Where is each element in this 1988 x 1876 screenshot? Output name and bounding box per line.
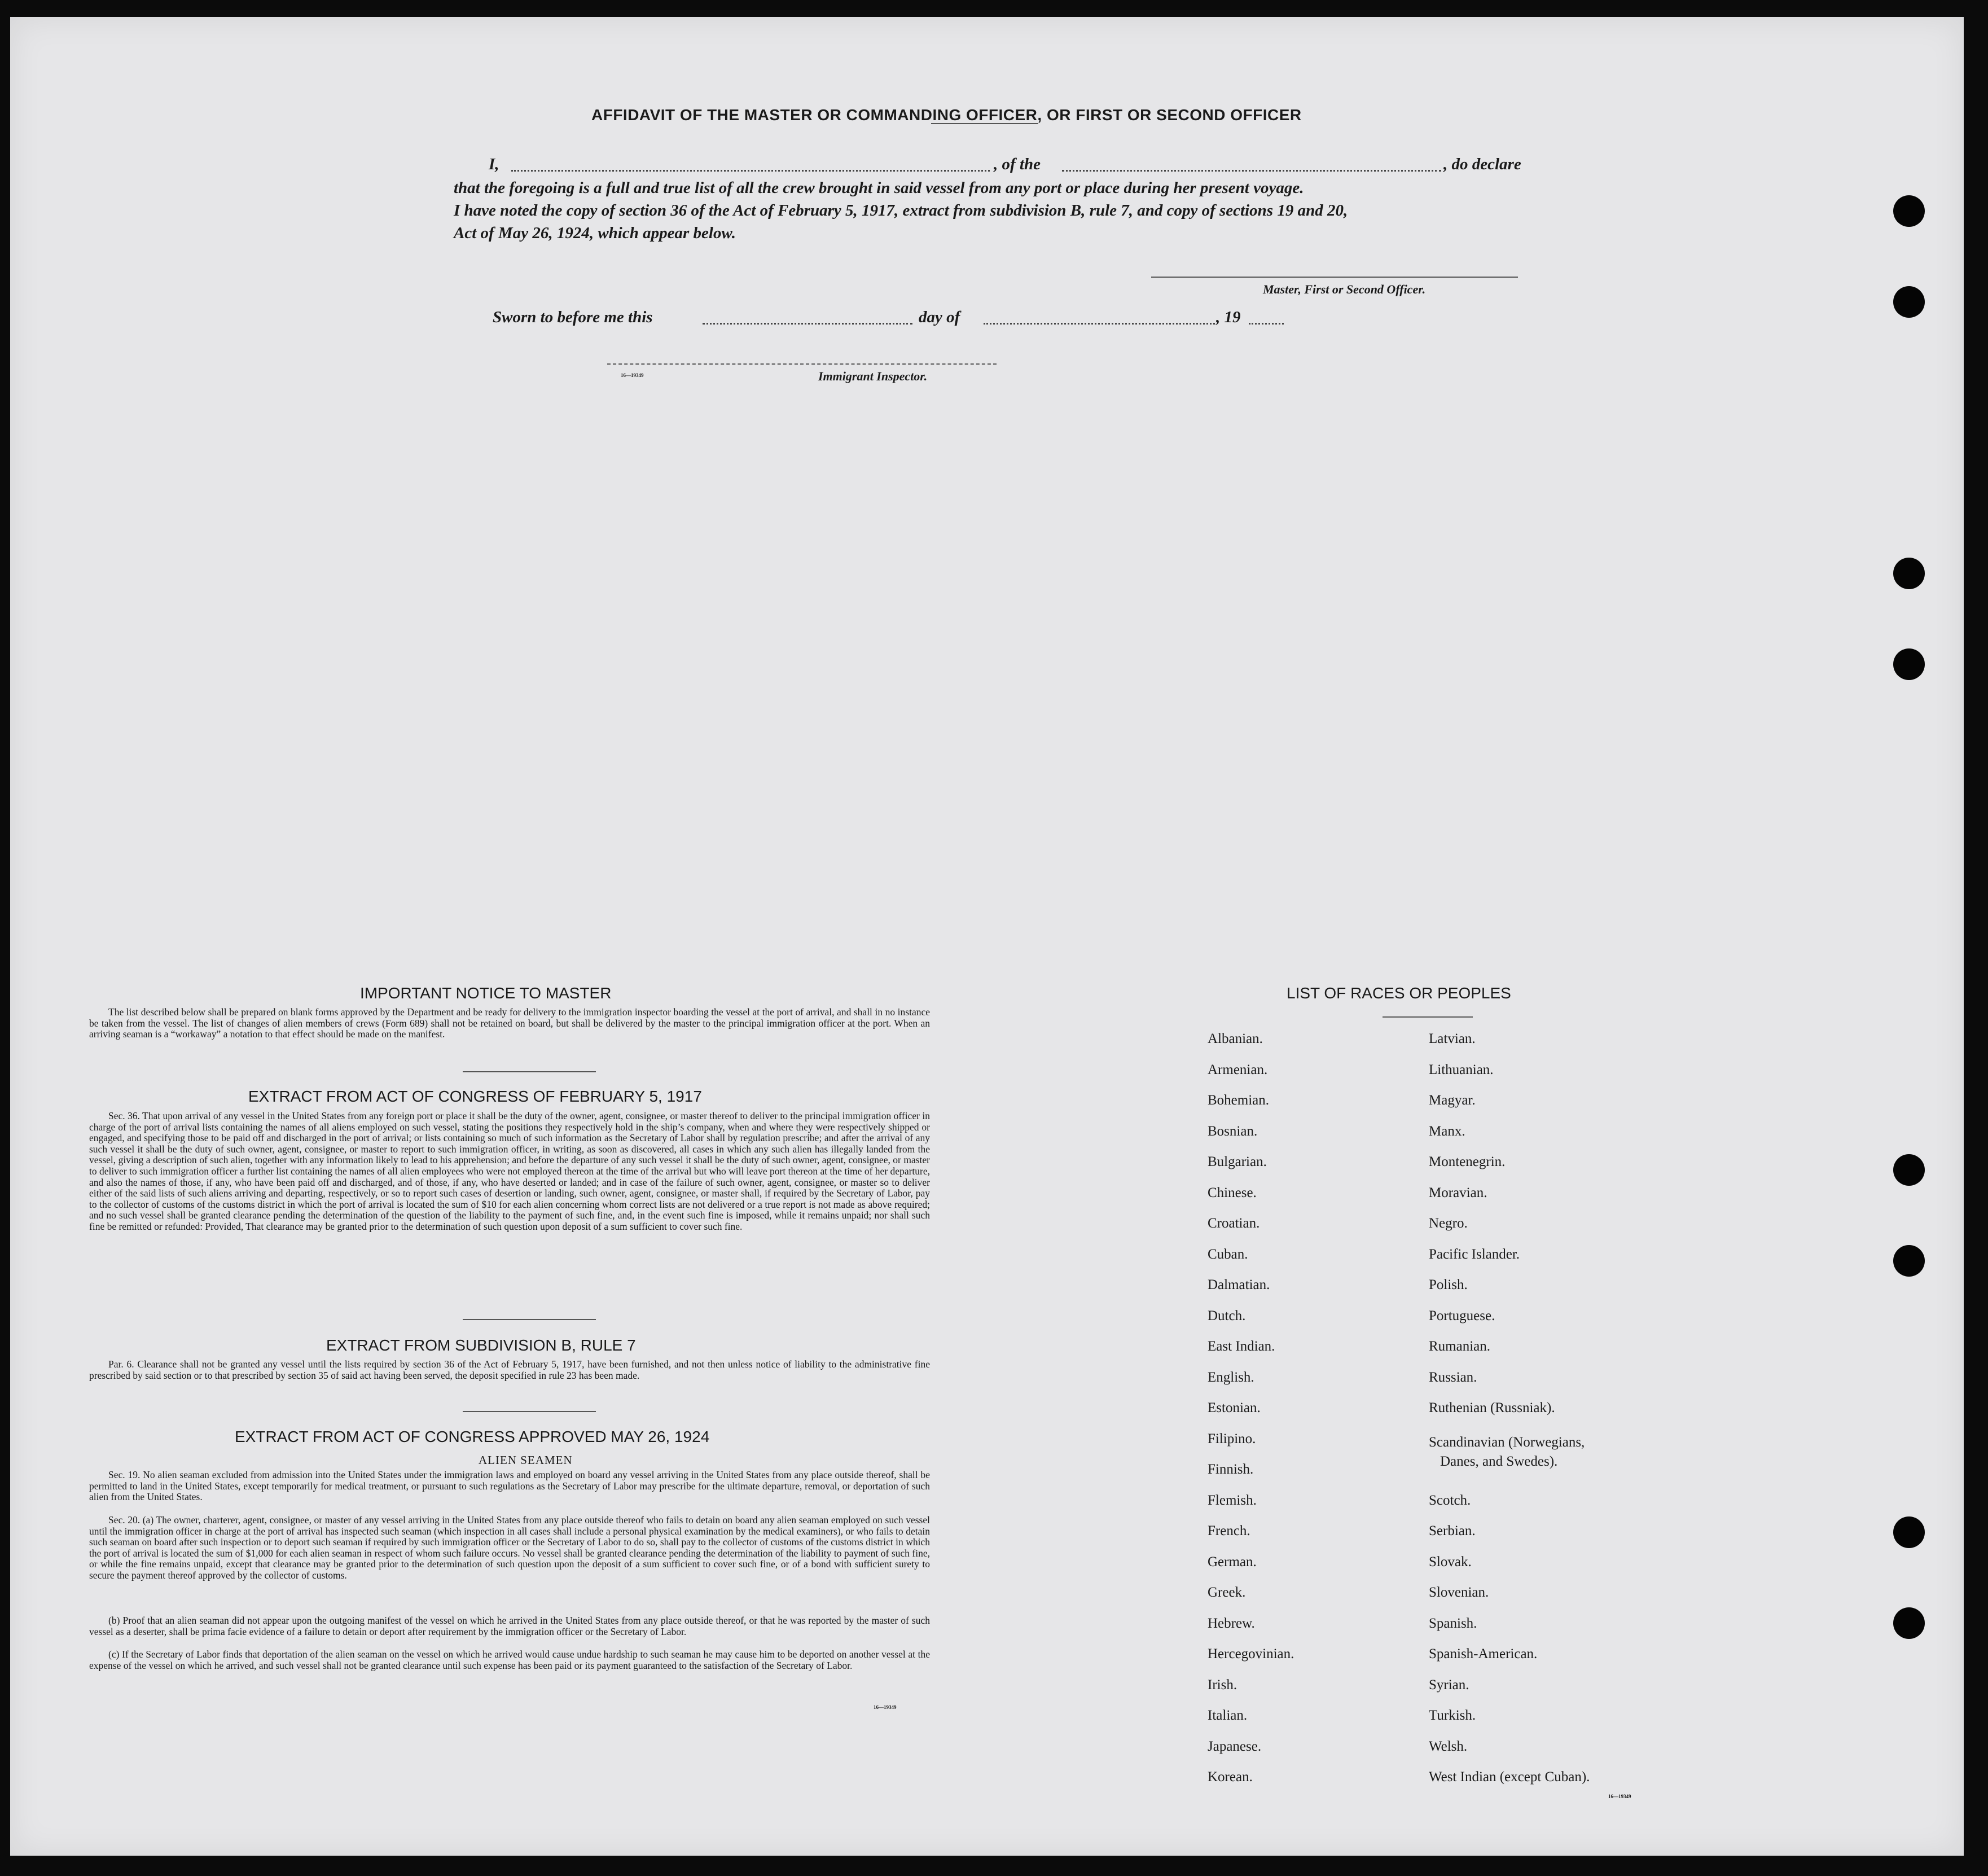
punch-hole [1893, 558, 1925, 589]
section-divider [1383, 1016, 1473, 1018]
punch-hole [1893, 1516, 1925, 1548]
race-item: Spanish-American. [1429, 1646, 1538, 1662]
sworn-line [493, 308, 1283, 327]
inspector-label: Immigrant Inspector. [818, 369, 928, 383]
race-item: Danes, and Swedes). [1440, 1454, 1558, 1469]
sec-20c-text: (c) If the Secretary of Labor finds that deportation of the alien seaman on the vessel on which he arrived would cause undue hardship to such seaman he may cause him to be deported on another vessel at the expense of the vessel on which he arrived, and such vessel shall not be granted clearance until such expense has been paid or its payment guaranteed to the satisfaction of the Secretary of Labor. [89, 1649, 930, 1671]
race-item: Japanese. [1208, 1739, 1262, 1754]
year-text: , 19 [1216, 308, 1241, 326]
race-item: Korean. [1208, 1769, 1253, 1785]
master-signature-line[interactable] [1151, 277, 1518, 278]
race-item: Lithuanian. [1429, 1062, 1494, 1077]
race-item: Greek. [1208, 1585, 1246, 1600]
races-heading: LIST OF RACES OR PEOPLES [1287, 984, 1511, 1002]
race-item: Manx. [1429, 1124, 1465, 1139]
race-item: Latvian. [1429, 1031, 1476, 1046]
race-item: Welsh. [1429, 1739, 1468, 1754]
race-item: Pacific Islander. [1429, 1247, 1520, 1262]
race-item: Turkish. [1429, 1708, 1476, 1723]
race-item: East Indian. [1208, 1339, 1275, 1354]
affidavit-do-declare: , do declare [1443, 155, 1521, 173]
master-label: Master, First or Second Officer. [1263, 282, 1426, 296]
race-item: Dalmatian. [1208, 1277, 1270, 1292]
race-item: Estonian. [1208, 1400, 1261, 1415]
notice-text: The list described below shall be prepared on blank forms approved by the Department and be ready for delivery to the immigration inspector boarding the vessel at the port of arrival, and shall in no instance be taken from the vessel. The list of changes of alien members of crews (Form 689) shall not be retained on board, but shall be delivered by the master to the principal immigration officer at the port. When an arriving seaman is a “workaway” a notation to that effect should be made on the manifest. [89, 1006, 930, 1040]
race-item: Scotch. [1429, 1493, 1471, 1508]
race-item: Negro. [1429, 1216, 1468, 1231]
section-divider [463, 1411, 596, 1412]
document-page [10, 17, 1964, 1856]
race-item: Serbian. [1429, 1523, 1476, 1539]
affidavit-of-the: , of the [994, 155, 1041, 173]
race-item: Hebrew. [1208, 1616, 1255, 1631]
race-item: Syrian. [1429, 1677, 1469, 1693]
affidavit-title: AFFIDAVIT OF THE MASTER OR COMMANDING OFFICER, OR FIRST OR SECOND OFFICER [591, 106, 1302, 124]
race-item: Armenian. [1208, 1062, 1268, 1077]
race-item: Slovenian. [1429, 1585, 1489, 1600]
race-item: French. [1208, 1523, 1250, 1539]
affidavit-line-1 [489, 155, 1542, 174]
sec-20b-text: (b) Proof that an alien seaman did not appear upon the outgoing manifest of the vessel on which he arrived in the United States from any place outside thereof, or that he was reported by the master of such vessel as a deserter, shall be prima facie evidence of a failure to detain or deport after requirement by the immigration officer or the Secretary of Labor. [89, 1615, 930, 1637]
race-item: Magyar. [1429, 1093, 1476, 1108]
race-item: English. [1208, 1370, 1254, 1385]
extract-1917-text: Sec. 36. That upon arrival of any vessel in the United States from any foreign port or place it shall be the duty of the owner, agent, consignee, or master thereof to deliver to the principal immigration officer in charge of the port of arrival lists containing the names of all aliens employed on such vessel, stating the positions they respectively hold in the ship’s company, when and where they were respectively shipped or engaged, and specifying those to be paid off and discharged in the port of arrival; or lists containing so much of such information as the Secretary of Labor shall by regulation prescribe; and after the arrival of any such vessel it shall be the duty of such owner, agent, consignee, or master to report to such immigration officer, in writing, as soon as discovered, all cases in which any such alien has illegally landed from the vessel, giving a description of such alien, together with any information likely to lead to his apprehension; and before the departure of any such vessel it shall be the duty of such owner, agent, consignee, or master to deliver to such immigration officer a further list containing the names of all alien employees who were not employed thereon at the time of the arrival but who will leave port thereon at the time of her departure, and also the names of those, if any, who have been paid off and discharged, and of those, if any, who have deserted or landed; and in case of the failure of such owner, agent, consignee, or master so to deliver either of the said lists of such aliens arriving and departing, respectively, or so to report such cases of desertion or landing, such owner, agent, consignee, or master shall, if required by the Secretary of Labor, pay to the collector of customs of the customs district in which the port of arrival is located the sum of $10 for each alien concerning whom correct lists are not delivered or a true report is not made as above required; and no such vessel shall be granted clearance pending the determination of the question of the liability to the payment of such fine, and, in the event such fine is imposed, while it remains unpaid; nor shall such fine be remitted or refunded: Provided, That clearance may be granted prior to the determination of such question upon deposit of a sum sufficient to cover such fine. [89, 1110, 930, 1232]
race-item: Flemish. [1208, 1493, 1257, 1508]
name-blank[interactable] [511, 170, 990, 172]
affidavit-line-4: Act of May 26, 1924, which appear below. [454, 224, 736, 242]
race-item: Rumanian. [1429, 1339, 1491, 1354]
affidavit-i: I, [489, 155, 499, 173]
sworn-month-blank[interactable] [984, 323, 1215, 325]
race-item: Filipino. [1208, 1431, 1256, 1447]
affidavit-line-3: I have noted the copy of section 36 of the Act of February 5, 1917, extract from subdivision B, rule 7, and copy of sections 19 and 20, [454, 201, 1348, 220]
punch-hole [1893, 1607, 1925, 1639]
race-item: Slovak. [1429, 1554, 1472, 1570]
punch-hole [1893, 195, 1925, 227]
sec-20a-text: Sec. 20. (a) The owner, charterer, agent, consignee, or master of any vessel arriving in the United States from any place outside thereof who fails to detain on board any alien seaman employed on such vessel until the immigration officer in charge at the port of arrival has inspected such seaman (which inspection in all cases shall include a personal physical examination by the medical examiners), or who fails to detain such seaman on board after such inspection or to deport such seaman if required by such immigration officer or the Secretary of Labor to do so, shall pay to the collector of customs of the customs district in which the port of arrival is located the sum of $1,000 for each alien seaman in respect of whom such failure occurs. No vessel shall be granted clearance pending the determination of the liability to payment of such fine, or while the fine remains unpaid, except that clearance may be granted prior to the determination of such question upon the deposit of a sum sufficient to cover such fine, or of a bond with sufficient surety to secure the payment thereof approved by the collector of customs. [89, 1514, 930, 1581]
race-item: West Indian (except Cuban). [1429, 1769, 1590, 1785]
rule-7-heading: EXTRACT FROM SUBDIVISION B, RULE 7 [326, 1336, 636, 1354]
sworn-text: Sworn to before me this [493, 308, 653, 326]
race-item: Spanish. [1429, 1616, 1477, 1631]
rule-7-text: Par. 6. Clearance shall not be granted any vessel until the lists required by section 36 of the Act of February 5, 1917, have been furnished, and not then unless notice of liability to the administrative fine prescribed by said section or to that prescribed by section 35 of said act having been served, the deposit specified in rule 23 has been made. [89, 1358, 930, 1381]
inspector-signature-line[interactable] [607, 363, 997, 365]
race-item: Bosnian. [1208, 1124, 1258, 1139]
form-number: 16—19349 [621, 372, 644, 378]
title-divider [931, 123, 1038, 124]
alien-seamen-subheading: ALIEN SEAMEN [479, 1453, 573, 1467]
form-number: 16—19349 [1608, 1794, 1631, 1799]
section-divider [463, 1319, 596, 1320]
race-item: Portuguese. [1429, 1308, 1495, 1323]
race-item: Croatian. [1208, 1216, 1260, 1231]
section-divider [463, 1071, 596, 1072]
race-item: Finnish. [1208, 1462, 1254, 1477]
race-item: Montenegrin. [1429, 1154, 1506, 1169]
race-item: German. [1208, 1554, 1257, 1570]
race-item: Russian. [1429, 1370, 1477, 1385]
race-item: Cuban. [1208, 1247, 1248, 1262]
race-item: Irish. [1208, 1677, 1237, 1693]
day-of-text: day of [919, 308, 960, 326]
punch-hole [1893, 1154, 1925, 1186]
race-item: Italian. [1208, 1708, 1248, 1723]
punch-hole [1893, 286, 1925, 318]
sworn-day-blank[interactable] [703, 323, 912, 325]
extract-1917-heading: EXTRACT FROM ACT OF CONGRESS OF FEBRUARY 5, 1917 [248, 1088, 702, 1105]
sec-19-text: Sec. 19. No alien seaman excluded from admission into the United States under the immigration laws and employed on board any vessel arriving in the United States from any place outside thereof, shall be permitted to land in the United States, except temporarily for medical treatment, or pursuant to such regulations as the Secretary of Labor may prescribe for the ultimate departure, removal, or deportation of such alien from the United States. [89, 1469, 930, 1503]
race-item: Scandinavian (Norwegians, [1429, 1435, 1585, 1450]
race-item: Chinese. [1208, 1185, 1257, 1200]
race-item: Ruthenian (Russniak). [1429, 1400, 1555, 1415]
form-number: 16—19349 [874, 1704, 897, 1710]
vessel-blank[interactable] [1062, 170, 1441, 172]
punch-hole [1893, 648, 1925, 680]
race-item: Dutch. [1208, 1308, 1246, 1323]
race-item: Hercegovinian. [1208, 1646, 1294, 1662]
notice-heading: IMPORTANT NOTICE TO MASTER [360, 984, 612, 1002]
race-item: Moravian. [1429, 1185, 1487, 1200]
extract-1924-heading: EXTRACT FROM ACT OF CONGRESS APPROVED MAY 26, 1924 [235, 1428, 710, 1445]
affidavit-line-2: that the foregoing is a full and true list of all the crew brought in said vessel from any port or place during her present voyage. [454, 179, 1304, 197]
race-item: Polish. [1429, 1277, 1468, 1292]
race-item: Bulgarian. [1208, 1154, 1267, 1169]
sworn-year-blank[interactable] [1249, 323, 1284, 325]
race-item: Albanian. [1208, 1031, 1263, 1046]
race-item: Bohemian. [1208, 1093, 1270, 1108]
punch-hole [1893, 1245, 1925, 1277]
